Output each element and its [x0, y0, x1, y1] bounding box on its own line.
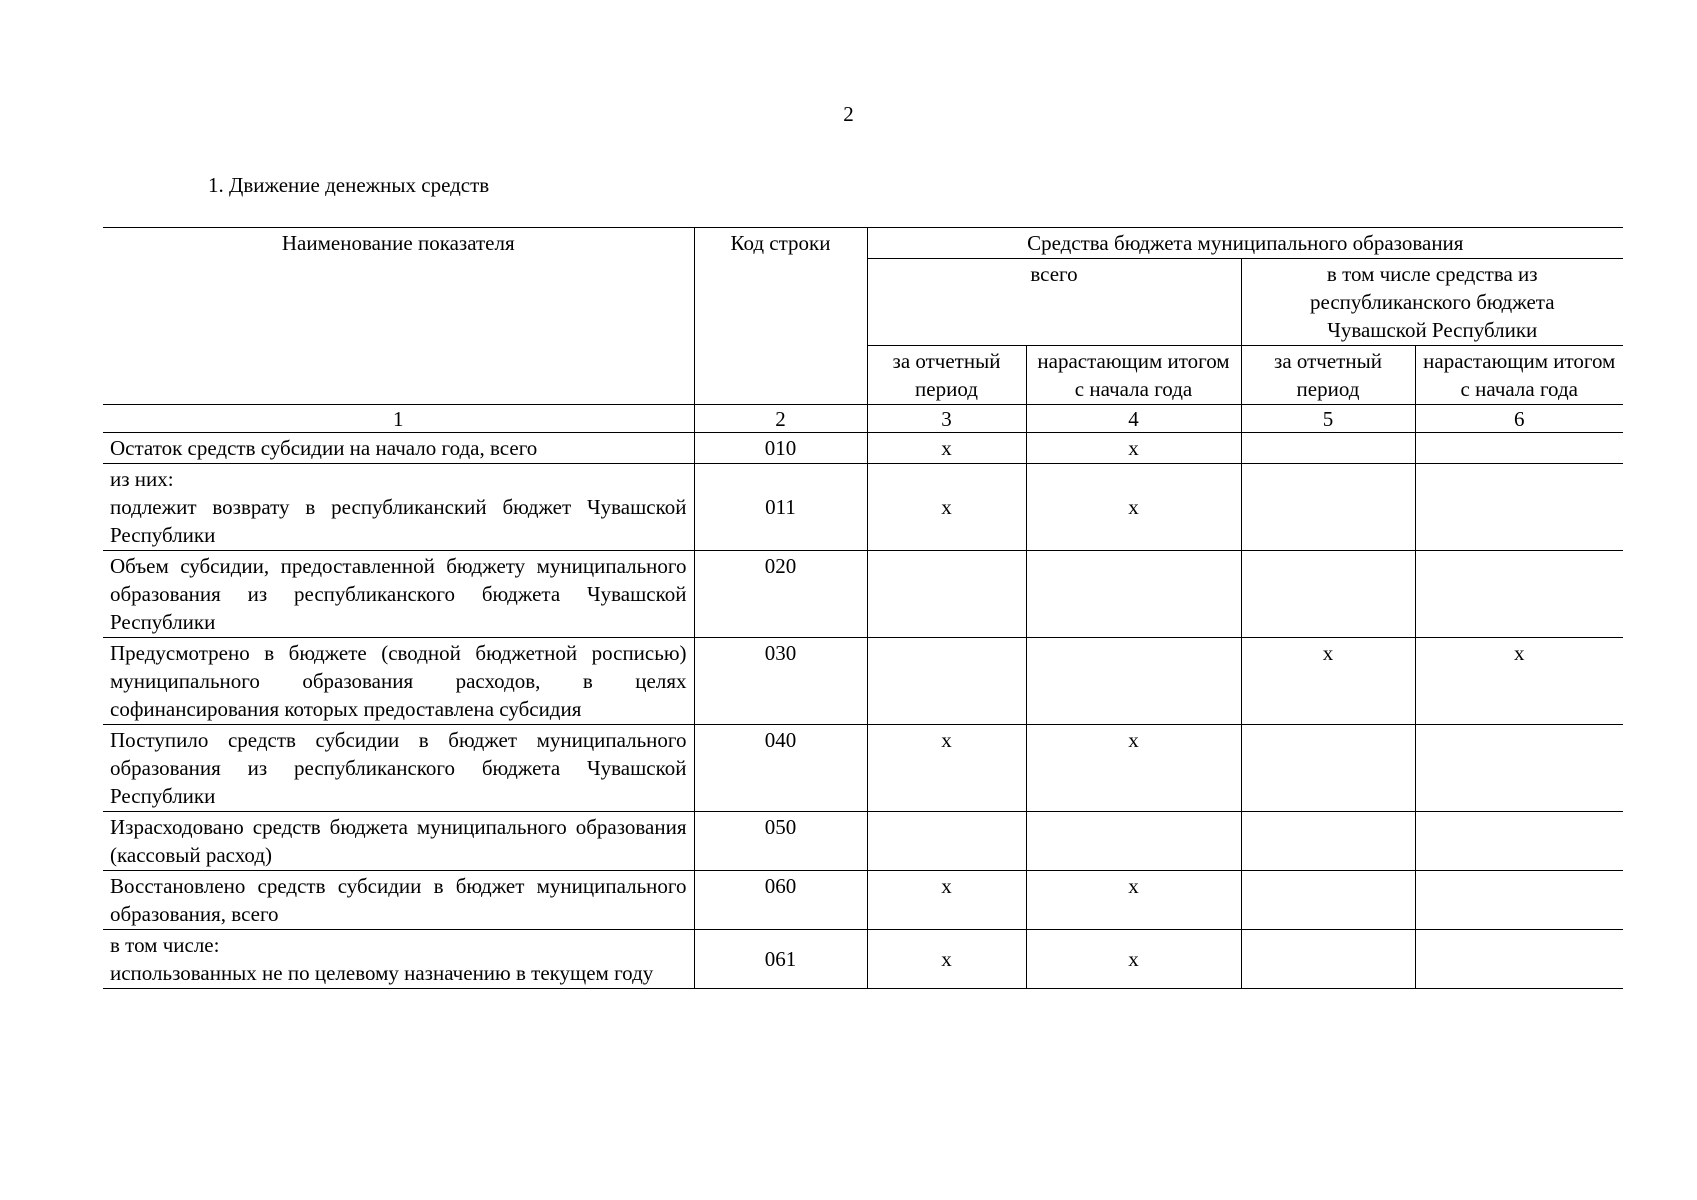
- indicator-name-text: Израсходовано средств бюджета муниципального образования (кассовый расход): [110, 815, 687, 867]
- table-row: [103, 464, 1623, 551]
- cell-total-cumulative: x: [1026, 871, 1241, 930]
- header-total-period: за отчетный период: [867, 346, 1026, 405]
- cell-republic-period: [1241, 433, 1415, 464]
- column-number: 5: [1241, 405, 1415, 433]
- row-code: 011: [694, 464, 867, 551]
- cell-republic-cumulative: [1415, 871, 1623, 930]
- cell-republic-period: [1241, 871, 1415, 930]
- table-row: [103, 871, 1623, 930]
- cell-total-period: x: [867, 433, 1026, 464]
- cell-republic-period: x: [1241, 638, 1415, 725]
- page-number: 2: [843, 102, 854, 126]
- cell-total-cumulative: x: [1026, 433, 1241, 464]
- row-code: 060: [694, 871, 867, 930]
- header-republic-funds-text: в том числе средства из республиканского бюджета Чувашской Республики: [1309, 262, 1555, 342]
- indicator-name: [103, 930, 694, 989]
- row-code: 050: [694, 812, 867, 871]
- indicator-name: [103, 464, 694, 551]
- cell-total-cumulative: x: [1026, 464, 1241, 551]
- cash-flow-table: [103, 227, 1623, 989]
- cell-republic-cumulative: [1415, 464, 1623, 551]
- cell-total-period: x: [867, 930, 1026, 989]
- cell-republic-cumulative: [1415, 812, 1623, 871]
- cell-republic-period: [1241, 812, 1415, 871]
- table-row: [103, 725, 1623, 812]
- row-code: 030: [694, 638, 867, 725]
- column-number: 4: [1026, 405, 1241, 433]
- indicator-name-text: использованных не по целевому назначению в текущем году: [110, 961, 654, 985]
- header-republic-funds: [1241, 259, 1623, 346]
- indicator-name: [103, 812, 694, 871]
- cell-total-cumulative: [1026, 638, 1241, 725]
- table-row: [103, 638, 1623, 725]
- cell-total-cumulative: x: [1026, 930, 1241, 989]
- header-indicator-name: Наименование показателя: [103, 228, 694, 405]
- indicator-name: [103, 433, 694, 464]
- section-title: 1. Движение денежных средств: [208, 173, 490, 197]
- cell-republic-cumulative: [1415, 930, 1623, 989]
- indicator-name-text: подлежит возврату в республиканский бюджет Чувашской Республики: [110, 495, 687, 547]
- indicator-name-text: Восстановлено средств субсидии в бюджет муниципального образования, всего: [110, 874, 687, 926]
- table-row: [103, 812, 1623, 871]
- table-row: [103, 930, 1623, 989]
- header-republic-period: за отчетный период: [1241, 346, 1415, 405]
- cell-republic-cumulative: [1415, 551, 1623, 638]
- cell-total-period: x: [867, 725, 1026, 812]
- cell-republic-cumulative: [1415, 725, 1623, 812]
- indicator-name-text: Предусмотрено в бюджете (сводной бюджетной росписью) муниципального образования расходов, в целях софинансирования которых предоставлена субсидия: [110, 641, 687, 721]
- cell-republic-period: [1241, 464, 1415, 551]
- table-row: [103, 551, 1623, 638]
- indicator-prefix: в том числе:: [110, 933, 220, 957]
- indicator-name-text: Поступило средств субсидии в бюджет муниципального образования из республиканского бюджета Чувашской Республики: [110, 728, 687, 808]
- row-code: 020: [694, 551, 867, 638]
- header-total: всего: [867, 259, 1241, 346]
- header-republic-cumulative: нарастающим итогом с начала года: [1415, 346, 1623, 405]
- cell-total-period: [867, 638, 1026, 725]
- cell-republic-period: [1241, 551, 1415, 638]
- cell-republic-period: [1241, 725, 1415, 812]
- indicator-name-text: Объем субсидии, предоставленной бюджету муниципального образования из республиканского бюджета Чувашской Республики: [110, 554, 687, 634]
- cell-total-cumulative: [1026, 812, 1241, 871]
- cell-total-period: [867, 551, 1026, 638]
- indicator-name-text: Остаток средств субсидии на начало года, всего: [110, 436, 538, 460]
- header-total-cumulative: нарастающим итогом с начала года: [1026, 346, 1241, 405]
- cell-total-cumulative: [1026, 551, 1241, 638]
- table-row: [103, 433, 1623, 464]
- header-row-code: Код строки: [694, 228, 867, 405]
- indicator-name: [103, 638, 694, 725]
- indicator-name: [103, 871, 694, 930]
- cell-republic-period: [1241, 930, 1415, 989]
- cell-total-period: x: [867, 464, 1026, 551]
- cell-republic-cumulative: x: [1415, 638, 1623, 725]
- cell-total-cumulative: x: [1026, 725, 1241, 812]
- cell-republic-cumulative: [1415, 433, 1623, 464]
- row-code: 010: [694, 433, 867, 464]
- header-municipal-budget: Средства бюджета муниципального образования: [867, 228, 1623, 259]
- indicator-name: [103, 725, 694, 812]
- row-code: 040: [694, 725, 867, 812]
- column-number: 1: [103, 405, 694, 433]
- row-code: 061: [694, 930, 867, 989]
- column-number: 3: [867, 405, 1026, 433]
- column-number: 2: [694, 405, 867, 433]
- cell-total-period: [867, 812, 1026, 871]
- cell-total-period: x: [867, 871, 1026, 930]
- indicator-name: [103, 551, 694, 638]
- column-number: 6: [1415, 405, 1623, 433]
- indicator-prefix: из них:: [110, 467, 174, 491]
